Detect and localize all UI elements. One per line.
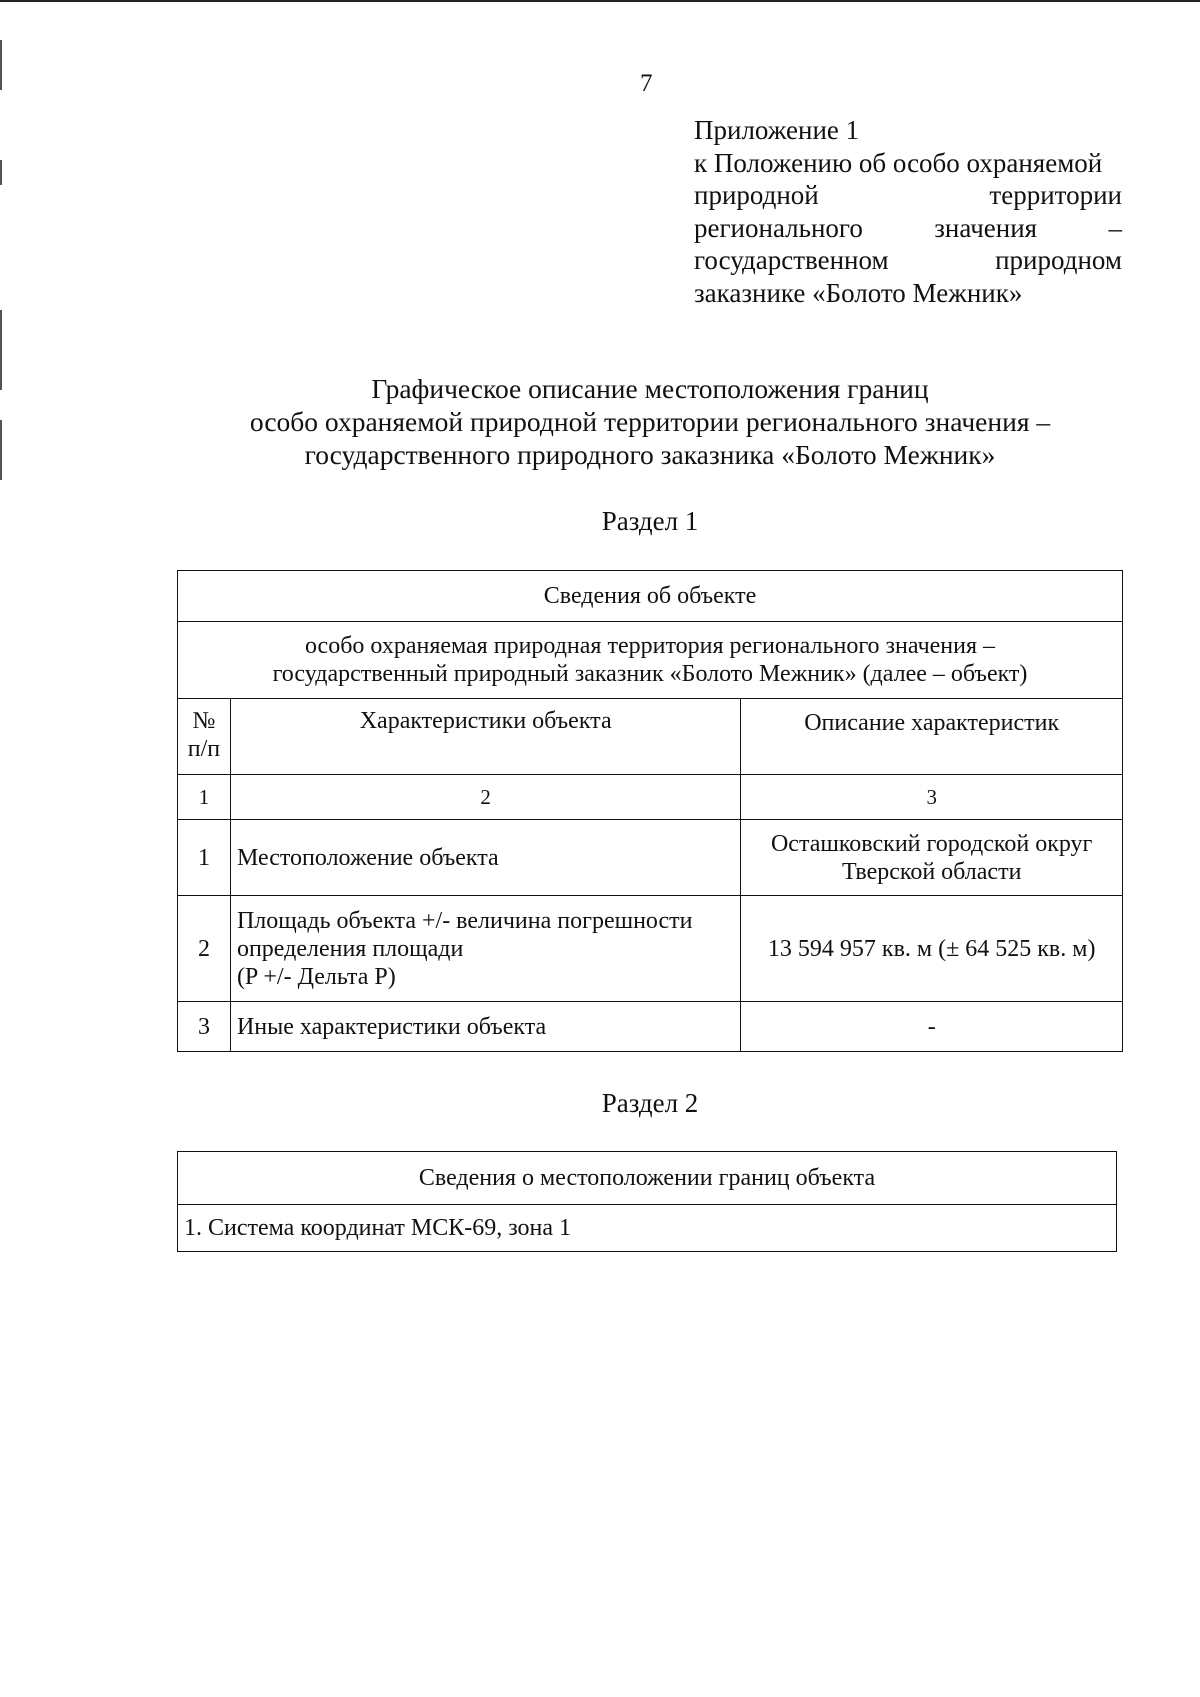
object-name-line: государственный природный заказник «Болото Межник» (далее – объект) bbox=[272, 661, 1028, 687]
appendix-line bbox=[694, 179, 1122, 212]
table-row bbox=[178, 820, 1123, 896]
col-header-description: Описание характеристик bbox=[741, 699, 1123, 775]
page-number: 7 bbox=[640, 70, 653, 97]
row-description bbox=[741, 820, 1123, 896]
table-header-row bbox=[178, 1152, 1117, 1205]
appendix-word: регионального bbox=[694, 212, 863, 243]
table-header: Сведения о местоположении границ объекта bbox=[178, 1152, 1117, 1205]
row-characteristic-line: определения площади bbox=[236, 935, 464, 962]
col-header-number-line: п/п bbox=[187, 736, 221, 762]
appendix-line bbox=[694, 212, 1122, 245]
col-header-number-line: № bbox=[192, 708, 216, 734]
scan-top-edge bbox=[0, 0, 1200, 2]
appendix-word: территории bbox=[989, 180, 1122, 210]
row-description: - bbox=[741, 1002, 1123, 1052]
object-info-table bbox=[177, 570, 1123, 1052]
row-description-line: Тверской области bbox=[841, 858, 1022, 885]
scan-left-edge-mark bbox=[0, 420, 2, 480]
object-name-cell bbox=[178, 622, 1123, 699]
document-title bbox=[100, 372, 1200, 471]
table-row bbox=[178, 1205, 1117, 1252]
scan-left-edge-mark bbox=[0, 40, 2, 90]
appendix-line: к Положению об особо охраняемой bbox=[694, 147, 1103, 178]
scan-left-edge-mark bbox=[0, 160, 2, 185]
appendix-word: государственном bbox=[694, 245, 889, 275]
appendix-word: значения bbox=[934, 212, 1038, 243]
scan-left-edge-mark bbox=[0, 310, 2, 390]
appendix-reference bbox=[694, 114, 1122, 309]
table-row bbox=[178, 896, 1123, 1002]
appendix-line: Приложение 1 bbox=[694, 115, 860, 145]
appendix-word: природном bbox=[995, 245, 1122, 275]
coordinate-system-cell: 1. Система координат МСК-69, зона 1 bbox=[178, 1205, 1117, 1252]
table-header: Сведения об объекте bbox=[178, 571, 1123, 622]
appendix-word: – bbox=[1108, 212, 1122, 243]
appendix-line bbox=[694, 244, 1122, 277]
row-number: 1 bbox=[178, 820, 231, 896]
table-header-row bbox=[178, 571, 1123, 622]
appendix-word: природной bbox=[694, 180, 819, 210]
row-number: 2 bbox=[178, 896, 231, 1002]
title-line: Графическое описание местоположения границ bbox=[371, 373, 929, 404]
title-line: особо охраняемой природной территории регионального значения – bbox=[249, 406, 1051, 437]
row-characteristic-line: Площадь объекта +/- величина погрешности bbox=[236, 907, 693, 934]
row-characteristic bbox=[230, 896, 740, 1002]
row-characteristic: Иные характеристики объекта bbox=[230, 1002, 740, 1052]
object-name-line: особо охраняемая природная территория регионального значения – bbox=[304, 633, 996, 659]
table-row bbox=[178, 1002, 1123, 1052]
col-index-cell: 3 bbox=[741, 775, 1123, 820]
title-line: государственного природного заказника «Болото Межник» bbox=[304, 439, 996, 470]
col-index-cell: 2 bbox=[230, 775, 740, 820]
col-header-number bbox=[178, 699, 231, 775]
row-characteristic: Местоположение объекта bbox=[230, 820, 740, 896]
section-1-heading: Раздел 1 bbox=[601, 506, 699, 536]
column-header-row bbox=[178, 699, 1123, 775]
row-description-line: Осташковский городской округ bbox=[770, 830, 1093, 857]
row-characteristic-line: (P +/- Дельта P) bbox=[236, 963, 396, 990]
section-2-heading: Раздел 2 bbox=[601, 1088, 699, 1118]
appendix-line: заказнике «Болото Межник» bbox=[694, 277, 1023, 308]
row-description: 13 594 957 кв. м (± 64 525 кв. м) bbox=[741, 896, 1123, 1002]
object-name-row bbox=[178, 622, 1123, 699]
col-header-characteristics: Характеристики объекта bbox=[230, 699, 740, 775]
col-index-cell: 1 bbox=[178, 775, 231, 820]
column-index-row bbox=[178, 775, 1123, 820]
boundary-location-table bbox=[177, 1151, 1117, 1252]
row-number: 3 bbox=[178, 1002, 231, 1052]
